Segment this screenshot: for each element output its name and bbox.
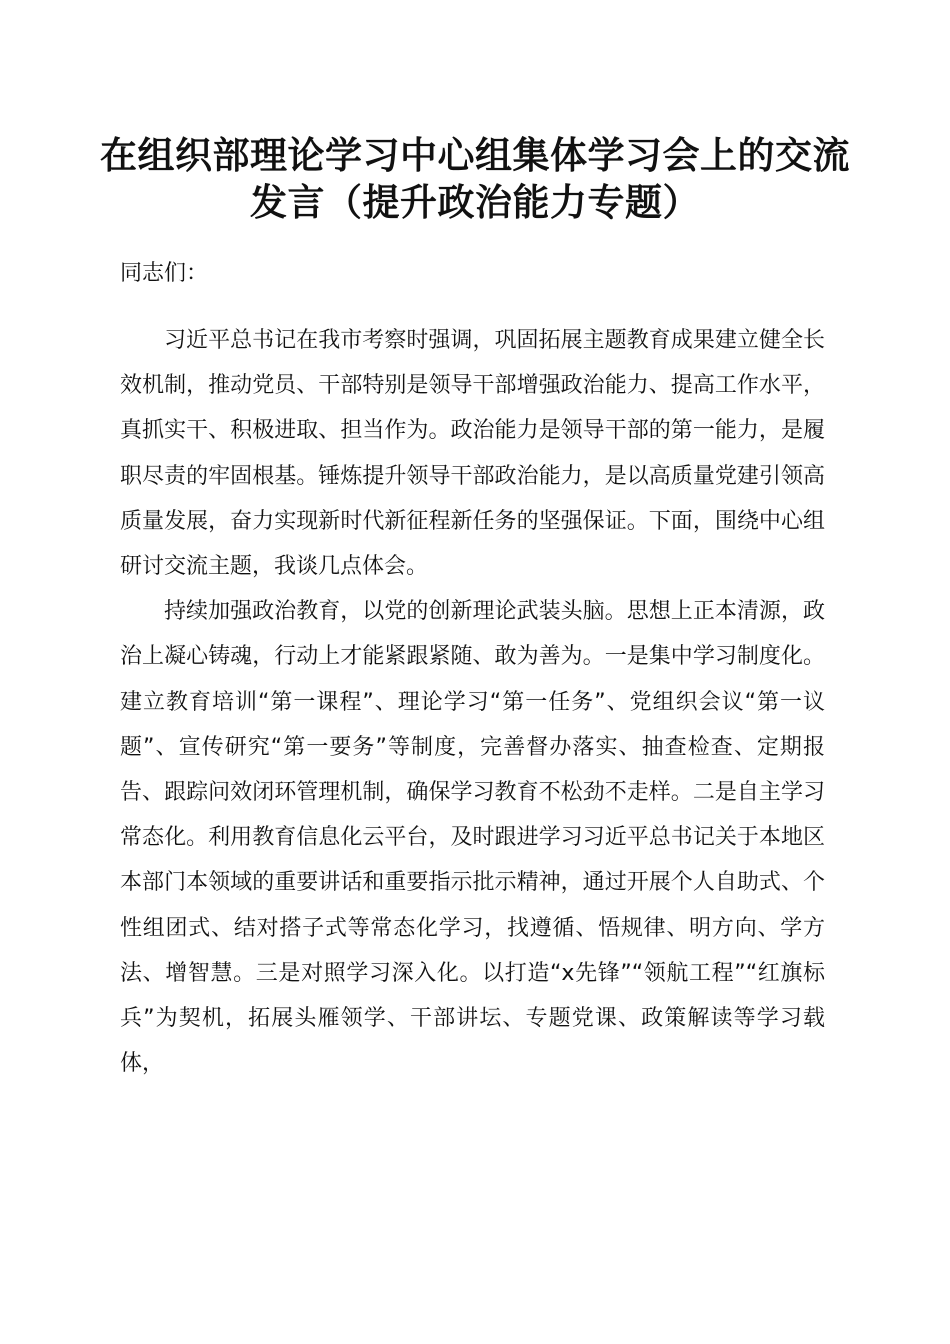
title-line-1: 在组织部理论学习中心组集体学习会上的交流 xyxy=(100,133,850,177)
paragraph-1: 习近平总书记在我市考察时强调，巩固拓展主题教育成果建立健全长效机制，推动党员、干部特别是领导干部增强政治能力、提高工作水平，真抓实干、积极进取、担当作为。政治能力是领导干部的第一能力，是履职尽责的牢固根基。锤炼提升领导干部政治能力，是以高质量党建引领高质量发展，奋力实现新时代新征程新任务的坚强保证。下面，围绕中心组研讨交流主题，我谈几点体会。 xyxy=(120,328,825,580)
title-line-2: 发言（提升政治能力专题） xyxy=(250,180,700,224)
document-title xyxy=(100,132,850,226)
document-body xyxy=(120,318,825,1086)
paragraph-2: 持续加强政治教育，以党的创新理论武装头脑。思想上正本清源，政治上凝心铸魂，行动上才能紧跟紧随、敢为善为。一是集中学习制度化。建立教育培训“第一课程”、理论学习“第一任务”、党组织会议“第一议题”、宣传研究“第一要务”等制度，完善督办落实、抽查检查、定期报告、跟踪问效闭环管理机制，确保学习教育不松劲不走样。二是自主学习常态化。利用教育信息化云平台，及时跟进学习习近平总书记关于本地区本部门本领域的重要讲话和重要指示批示精神，通过开展个人自助式、个性组团式、结对搭子式等常态化学习，找遵循、悟规律、明方向、学方法、增智慧。三是对照学习深入化。以打造“x先锋”“领航工程”“红旗标兵”为契机，拓展头雁领学、干部讲坛、专题党课、政策解读等学习载体， xyxy=(120,599,825,1077)
salutation: 同志们： xyxy=(120,261,209,286)
